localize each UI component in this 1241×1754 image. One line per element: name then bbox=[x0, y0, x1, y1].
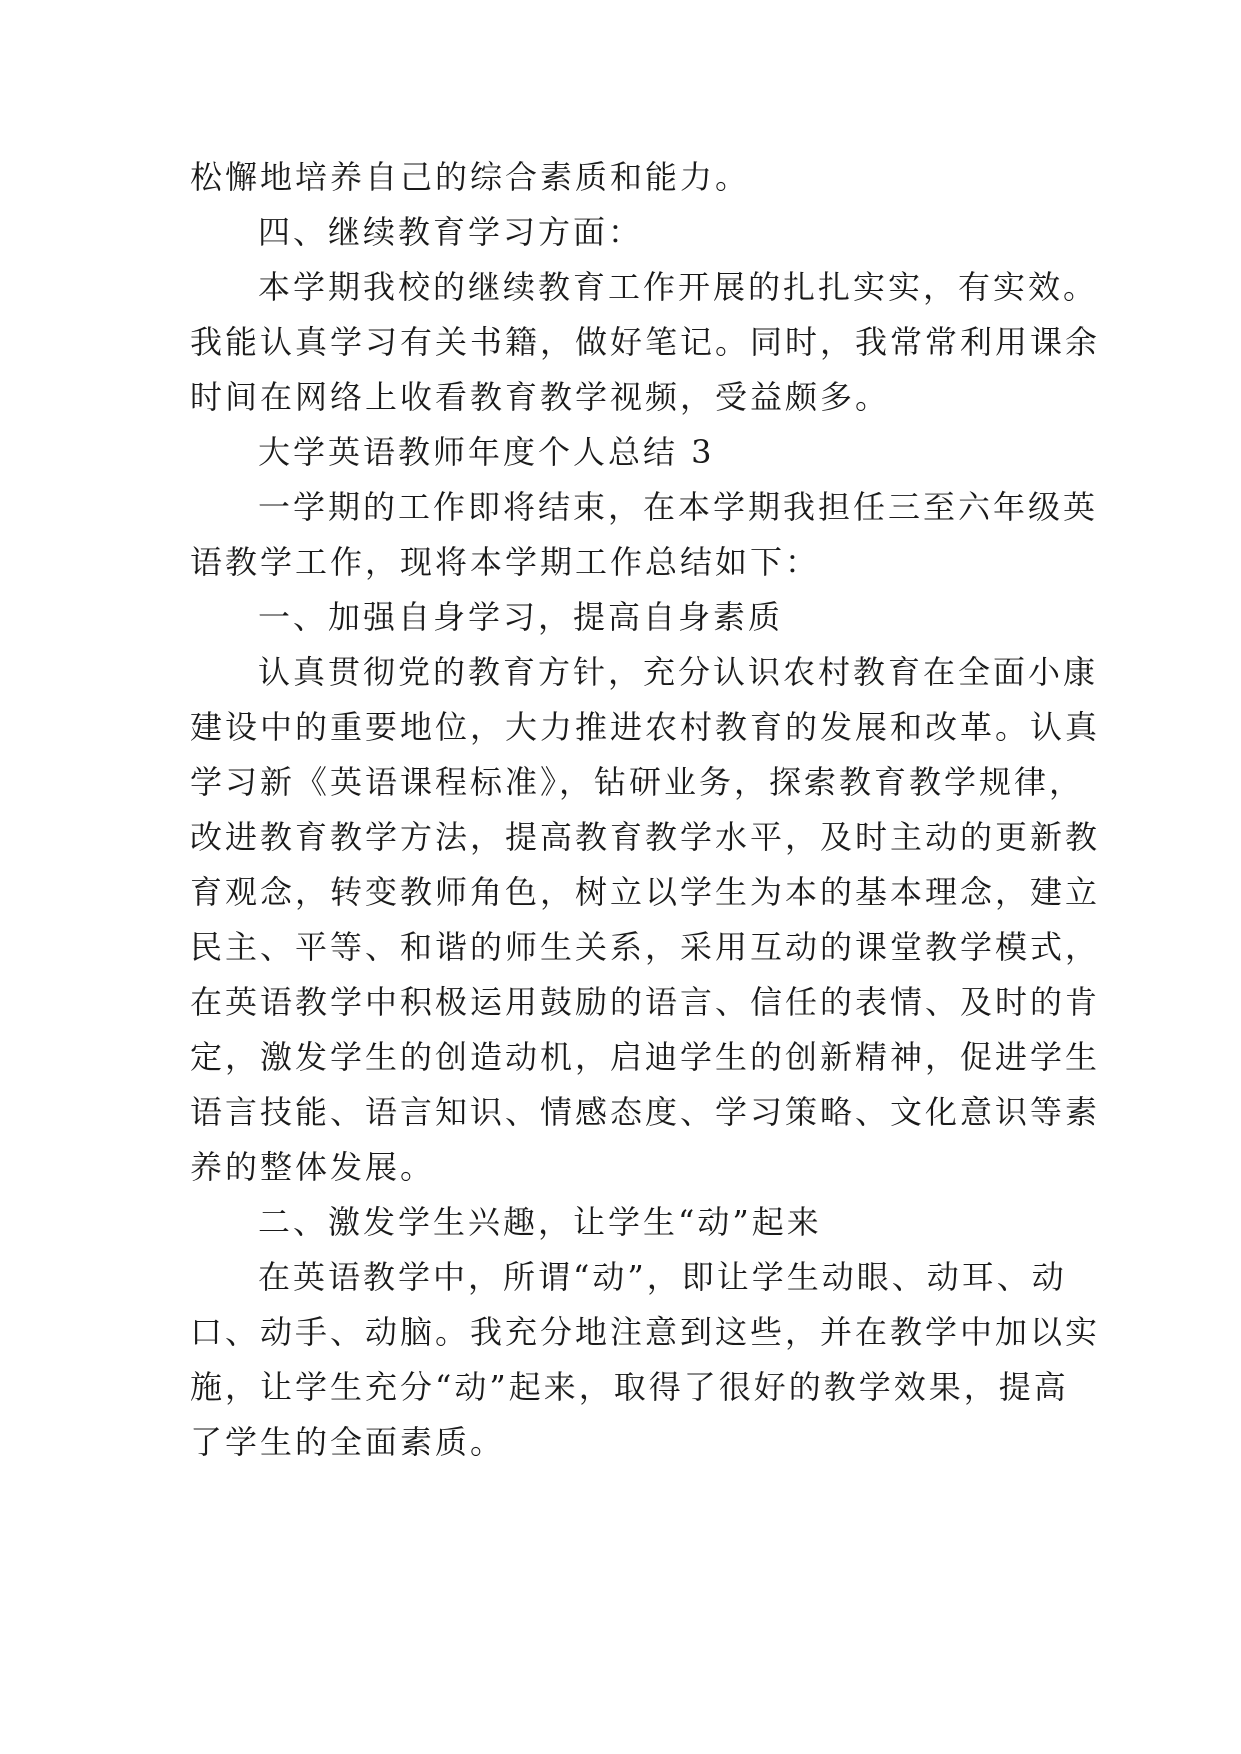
paragraph-line: 在英语教学中，所谓“动”，即让学生动眼、动耳、动 bbox=[258, 1258, 1067, 1296]
paragraph-line: 时间在网络上收看教育教学视频，受益颇多。 bbox=[190, 378, 891, 416]
paragraph-line: 语教学工作，现将本学期工作总结如下： bbox=[190, 543, 821, 581]
paragraph-line: 定，激发学生的创造动机，启迪学生的创新精神，促进学生 bbox=[190, 1038, 1101, 1076]
document-body bbox=[190, 150, 1101, 1470]
section-heading: 一、加强自身学习，提高自身素质 bbox=[258, 598, 784, 636]
paragraph-line: 了学生的全面素质。 bbox=[190, 1423, 506, 1461]
paragraph-line: 松懈地培养自己的综合素质和能力。 bbox=[190, 158, 751, 196]
paragraph-line: 认真贯彻党的教育方针，充分认识农村教育在全面小康 bbox=[258, 653, 1099, 691]
paragraph-line: 改进教育教学方法，提高教育教学水平，及时主动的更新教 bbox=[190, 818, 1101, 856]
paragraph-line: 建设中的重要地位，大力推进农村教育的发展和改革。认真 bbox=[190, 708, 1101, 746]
paragraph-line: 养的整体发展。 bbox=[190, 1148, 436, 1186]
paragraph-line: 语言技能、语言知识、情感态度、学习策略、文化意识等素 bbox=[190, 1093, 1101, 1131]
paragraph-line: 口、动手、动脑。我充分地注意到这些，并在教学中加以实 bbox=[190, 1313, 1101, 1351]
paragraph-line: 民主、平等、和谐的师生关系，采用互动的课堂教学模式， bbox=[190, 928, 1101, 966]
paragraph-line: 在英语教学中积极运用鼓励的语言、信任的表情、及时的肯 bbox=[190, 983, 1101, 1021]
section-heading: 四、继续教育学习方面： bbox=[258, 213, 644, 251]
paragraph-line: 本学期我校的继续教育工作开展的扎扎实实，有实效。 bbox=[258, 268, 1099, 306]
document-title: 大学英语教师年度个人总结 3 bbox=[258, 433, 715, 471]
paragraph-line: 一学期的工作即将结束，在本学期我担任三至六年级英 bbox=[258, 488, 1099, 526]
paragraph-line: 我能认真学习有关书籍，做好笔记。同时，我常常利用课余 bbox=[190, 323, 1101, 361]
paragraph-line: 学习新《英语课程标准》，钻研业务，探索教育教学规律， bbox=[190, 763, 1085, 801]
section-heading: 二、激发学生兴趣，让学生“动”起来 bbox=[258, 1203, 822, 1241]
paragraph-line: 施，让学生充分“动”起来，取得了很好的教学效果，提高 bbox=[190, 1368, 1069, 1406]
paragraph-line: 育观念，转变教师角色，树立以学生为本的基本理念，建立 bbox=[190, 873, 1101, 911]
